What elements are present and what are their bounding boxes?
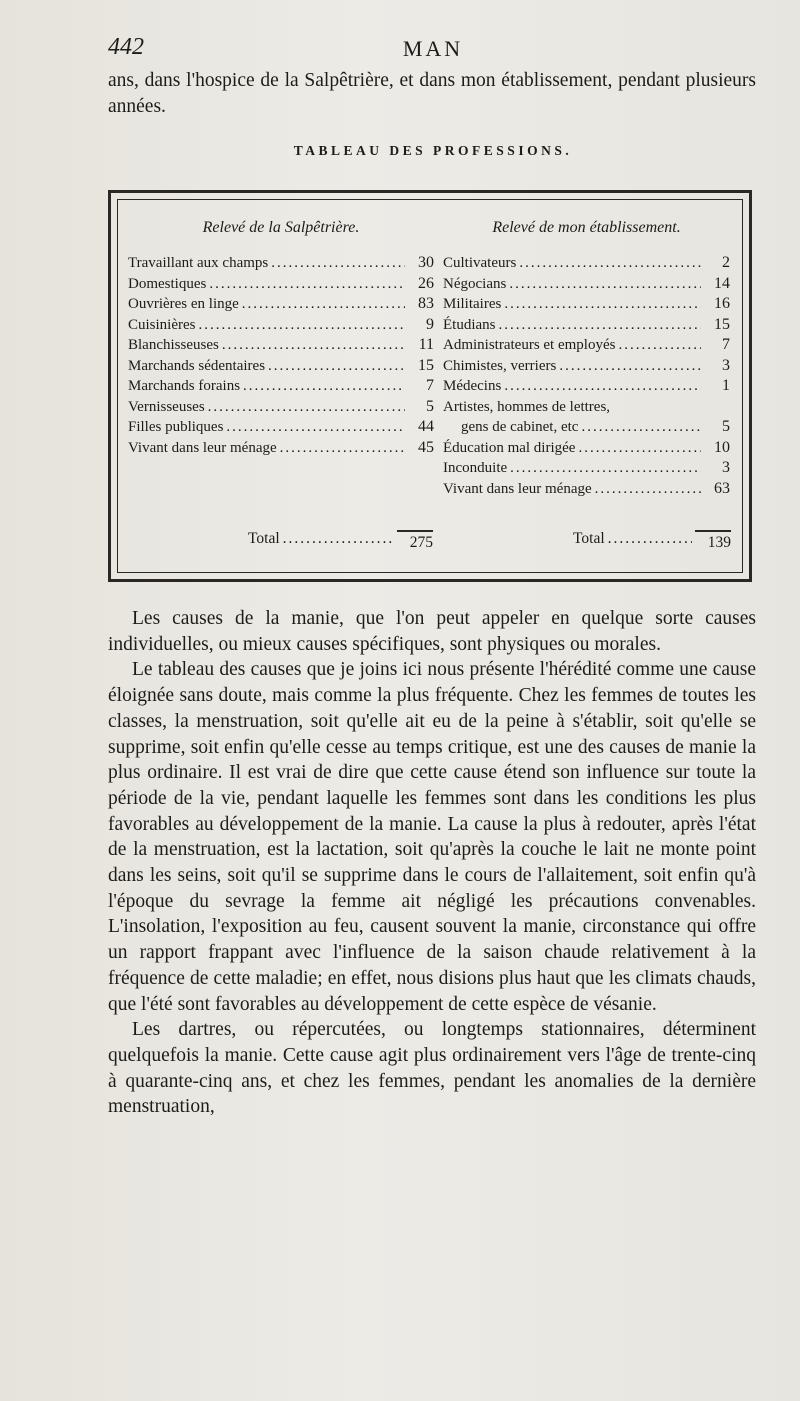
total-label: Total <box>248 530 280 547</box>
row-label: Inconduite <box>443 460 508 476</box>
row-value: 15 <box>418 356 434 374</box>
row-label: gens de cabinet, etc <box>461 419 579 435</box>
row-label: Ouvrières en linge <box>128 296 239 312</box>
row-value: 26 <box>418 274 434 292</box>
row-label: Vernisseuses <box>128 398 205 415</box>
page-number: 442 <box>108 34 144 60</box>
table-row <box>443 479 730 500</box>
row-label: Négocians <box>443 275 507 292</box>
total-value: 139 <box>695 530 731 552</box>
etablissement-rows <box>443 253 730 499</box>
row-value: 30 <box>418 254 434 271</box>
table-row <box>443 274 730 295</box>
salpetriere-rows <box>128 253 434 458</box>
row-value: 1 <box>722 377 730 394</box>
row-label: Travaillant aux champs <box>128 255 269 271</box>
row-label: Blanchisseuses <box>128 337 219 353</box>
professions-table <box>108 190 752 582</box>
intro-paragraph: ans, dans l'hospice de la Salpêtrière, et dans mon établissement, pendant plusieurs années. <box>108 70 756 117</box>
row-label: Chimistes, verriers <box>443 357 557 374</box>
table-row <box>128 253 434 274</box>
table-row <box>443 356 730 377</box>
table-row <box>128 397 434 418</box>
table-row <box>443 458 730 479</box>
table-row <box>128 417 434 438</box>
table-row <box>443 253 730 274</box>
row-value: 5 <box>426 397 434 415</box>
page-header <box>108 34 758 64</box>
row-label: Médecins <box>443 378 502 394</box>
row-label: Vivant dans leur ménage <box>128 439 277 456</box>
intro-text <box>108 68 756 119</box>
table-row <box>443 397 730 418</box>
row-value: 10 <box>714 438 730 456</box>
row-label: Étudians <box>443 316 496 333</box>
etablissement-total <box>573 530 731 552</box>
total-label: Total <box>573 530 605 547</box>
row-label: Éducation mal dirigée <box>443 439 576 456</box>
row-label: Artistes, hommes de lettres, <box>443 398 611 415</box>
paragraph: Les dartres, ou répercutées, ou longtemps stationnaires, déterminent quelquefois la manie. Cette cause agit plus ordinairement vers l'âge de trente-cinq à quarante-cinq ans, et chez les femmes, pendant les anomalies de la dernière menstruation, <box>108 1019 756 1118</box>
table-row <box>128 438 434 459</box>
row-value: 3 <box>722 459 730 476</box>
paragraph: Les causes de la manie, que l'on peut appeler en quelque sorte causes individuelles, ou mieux causes spécifiques, sont physiques ou morales. <box>108 608 756 655</box>
row-value: 3 <box>722 356 730 374</box>
row-label: Vivant dans leur ménage <box>443 480 592 497</box>
row-label: Militaires <box>443 296 502 312</box>
row-label: Administrateurs et employés <box>443 337 616 353</box>
row-value: 16 <box>714 295 730 312</box>
row-value: 2 <box>722 254 730 271</box>
main-text <box>108 606 756 1120</box>
table-row <box>128 356 434 377</box>
row-label: Marchands sédentaires <box>128 357 266 374</box>
row-value: 45 <box>418 438 434 456</box>
paragraph: Le tableau des causes que je joins ici nous présente l'hérédité comme une cause éloignée sans doute, mais comme la plus fréquente. Chez les femmes de toutes les classes, la menstruation, soit qu'elle ait eu de la peine à s'établir, soit qu'elle se supprime, soit enfin qu'elle cesse au temps critique, est une des causes de manie la plus ordinaire. Il est vrai de dire que cette cause étend son influence sur toute la période de la vie, pendant laquelle les femmes sont dans les conditions les plus favorables au développement de la manie. La cause la plus à redouter, après l'état de la menstruation, est la lactation, soit qu'après la couche le lait ne monte point dans les seins, soit qu'il se supprime dans le cours de l'allaitement, soit enfin qu'à l'époque du sevrage la femme ait négligé les précautions convenables. L'insolation, l'exposition au feu, causent souvent la manie, circonstance qui offre un rapport frappant avec l'influence de la saison chaude relativement à la fréquence de cette maladie; en effet, nous disions plus haut que les climats chauds, que l'été sont favorables au développement de cette espèce de vésanie. <box>108 659 756 1015</box>
row-label: Filles publiques <box>128 419 224 435</box>
row-value: 63 <box>714 479 730 497</box>
table-row <box>443 335 730 356</box>
row-value: 14 <box>714 274 730 292</box>
table-row <box>128 376 434 397</box>
etablissement-column <box>443 219 730 499</box>
running-head: MAN <box>402 36 464 61</box>
table-row <box>128 294 434 315</box>
column-heading: Relevé de la Salpêtrière. <box>202 219 360 236</box>
row-value: 44 <box>418 418 434 435</box>
row-value: 15 <box>714 315 730 333</box>
row-value: 83 <box>418 295 434 312</box>
salpetriere-total <box>248 530 433 552</box>
table-row <box>443 417 730 438</box>
row-value: 5 <box>722 418 730 435</box>
row-label: Domestiques <box>128 275 207 292</box>
row-label: Marchands forains <box>128 378 241 394</box>
table-row <box>128 274 434 295</box>
row-value: 7 <box>426 377 434 394</box>
table-row <box>128 335 434 356</box>
table-row <box>443 438 730 459</box>
table-row <box>128 315 434 336</box>
total-value: 275 <box>397 530 433 552</box>
table-row <box>443 294 730 315</box>
column-heading: Relevé de mon établissement. <box>492 219 681 236</box>
row-value: 9 <box>426 315 434 333</box>
table-title: TABLEAU DES PROFESSIONS. <box>293 143 573 158</box>
row-label: Cultivateurs <box>443 255 517 271</box>
row-label: Cuisinières <box>128 316 196 333</box>
table-row <box>443 315 730 336</box>
row-value: 7 <box>722 336 730 353</box>
row-value: 11 <box>418 336 434 353</box>
table-row <box>443 376 730 397</box>
salpetriere-column <box>128 219 434 458</box>
